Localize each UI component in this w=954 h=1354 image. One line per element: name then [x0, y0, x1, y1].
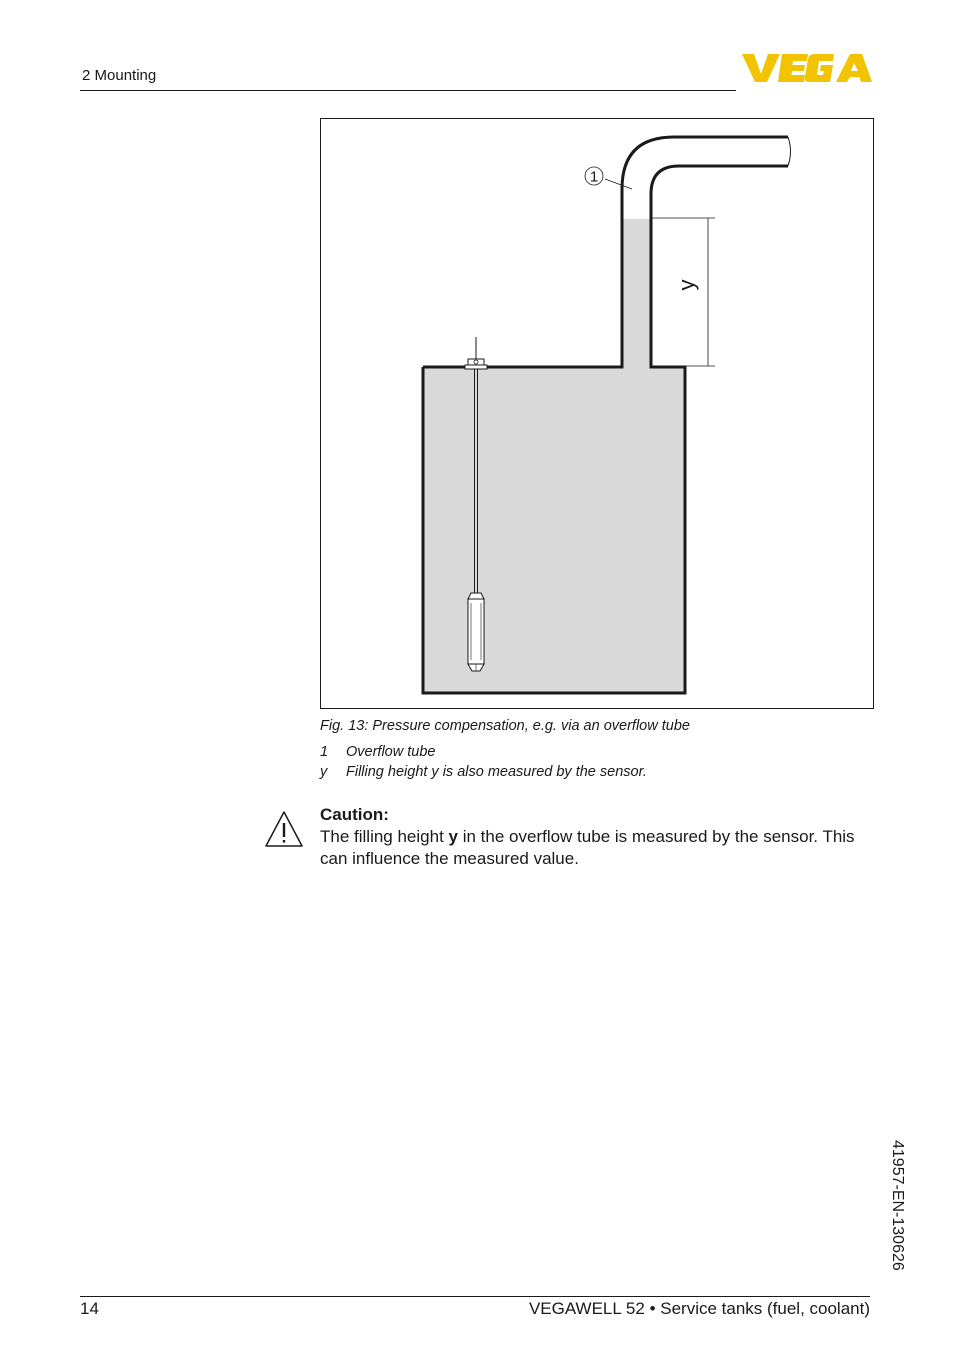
footer-title: VEGAWELL 52 • Service tanks (fuel, coolant): [528, 1299, 870, 1318]
document-code: 41957-EN-130626: [889, 1140, 906, 1271]
vega-logo: [740, 50, 874, 86]
dimension-label-y: y: [674, 279, 699, 291]
warning-triangle-icon: [264, 810, 304, 848]
legend-item: [320, 743, 647, 763]
tube-liquid: [622, 219, 651, 369]
suspension-clamp: [465, 359, 487, 369]
pressure-compensation-figure: [320, 118, 874, 709]
page-number: 14: [80, 1299, 99, 1318]
legend-text: Filling height y is also measured by the sensor.: [346, 763, 647, 780]
tank-diagram: [321, 119, 875, 710]
caution-text-part: in the overflow tube is measured by the sensor. This can influence the measured value.: [320, 827, 855, 868]
tube-break-mark: [788, 137, 791, 166]
figure-legend: [320, 743, 647, 782]
footer-rule: [80, 1296, 870, 1297]
callout-1-label: 1: [589, 168, 599, 186]
legend-text: Overflow tube: [346, 744, 436, 760]
caution-title: Caution:: [320, 805, 389, 824]
legend-item: [320, 763, 647, 783]
header-rule: [80, 90, 736, 91]
tank-outline-left: [423, 137, 788, 367]
caution-block: [320, 804, 860, 870]
pressure-transmitter: [468, 593, 484, 671]
figure-caption: Fig. 13: Pressure compensation, e.g. via an overflow tube: [320, 718, 690, 734]
running-header-section: 2 Mounting: [82, 67, 157, 84]
caution-text: [320, 826, 860, 870]
legend-key: 1: [320, 744, 329, 760]
tank-liquid: [423, 367, 685, 693]
callout-leader: [605, 179, 632, 189]
caution-text-bold: y: [448, 827, 458, 846]
legend-key: y: [320, 763, 328, 780]
caution-text-part: The filling height: [320, 827, 449, 846]
